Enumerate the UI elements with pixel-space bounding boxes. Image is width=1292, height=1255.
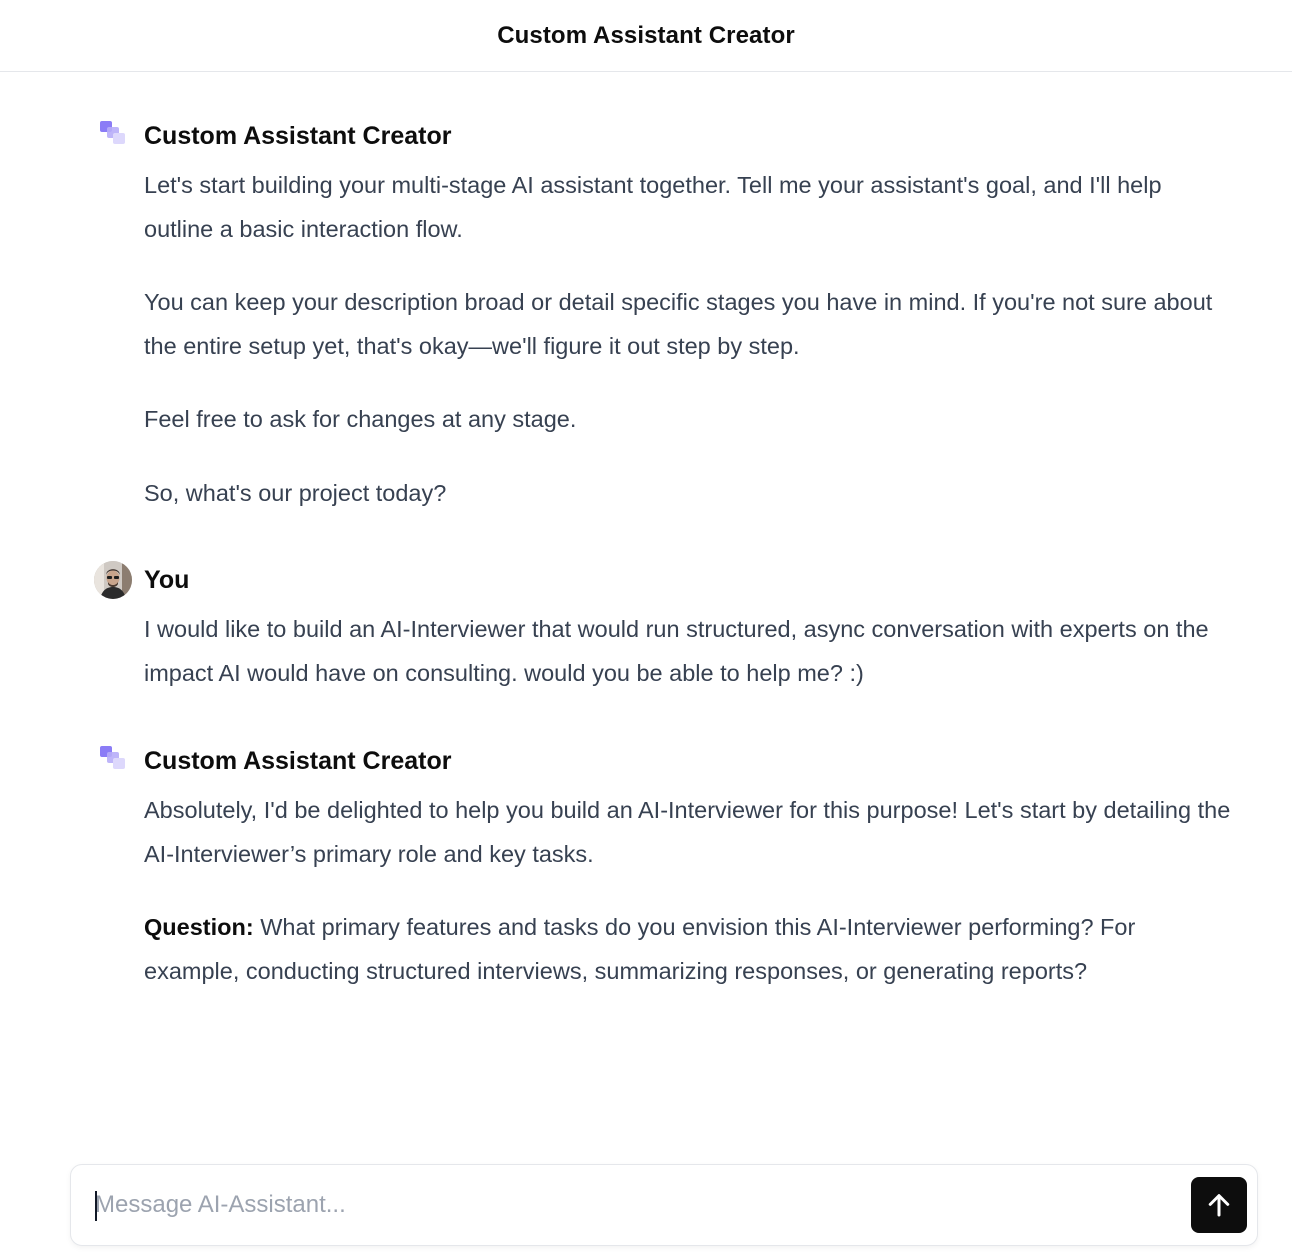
message-paragraph: Absolutely, I'd be delighted to help you build an AI-Interviewer for this purpose! Let's start by detailing the AI-Interviewer’s primary role and key tasks. (144, 797, 1231, 867)
message-header (94, 118, 1234, 154)
message-body (144, 608, 1234, 695)
page-title: Custom Assistant Creator (497, 21, 795, 49)
sender-name: Custom Assistant Creator (144, 746, 452, 775)
message-body (144, 164, 1234, 515)
top-bar (0, 0, 1292, 72)
message-composer (70, 1164, 1258, 1246)
message-body (144, 789, 1234, 993)
message-paragraph: Let's start building your multi-stage AI assistant together. Tell me your assistant's goal, and I'll help outline a basic interaction flow. (144, 172, 1162, 242)
assistant-logo-icon (94, 118, 132, 154)
message-paragraph: Feel free to ask for changes at any stage. (144, 406, 577, 432)
user-message (94, 562, 1234, 695)
assistant-message (94, 118, 1234, 515)
user-avatar (94, 561, 132, 599)
sender-name: You (144, 565, 190, 594)
arrow-up-icon (1204, 1190, 1234, 1220)
user-photo-icon (94, 561, 132, 599)
message-paragraph: I would like to build an AI-Interviewer that would run structured, async conversation with experts on the impact AI would have on consulting. would you be able to help me? :) (144, 616, 1209, 686)
assistant-message (94, 743, 1234, 993)
message-header (94, 743, 1234, 779)
message-paragraph: So, what's our project today? (144, 479, 447, 506)
question-text: What primary features and tasks do you envision this AI-Interviewer performing? For example, conducting structured interviews, summarizing responses, or generating reports? (144, 914, 1136, 984)
message-header (94, 562, 1234, 598)
message-paragraph: You can keep your description broad or detail specific stages you have in mind. If you're not sure about the entire setup yet, that's okay—we'll figure it out step by step. (144, 289, 1213, 359)
assistant-logo-icon (94, 743, 132, 779)
sender-name: Custom Assistant Creator (144, 121, 452, 150)
question-paragraph (144, 906, 1234, 993)
message-input[interactable] (95, 1185, 1175, 1225)
text-caret (95, 1191, 97, 1221)
send-button[interactable] (1191, 1177, 1247, 1233)
question-label: Question: (144, 914, 254, 940)
